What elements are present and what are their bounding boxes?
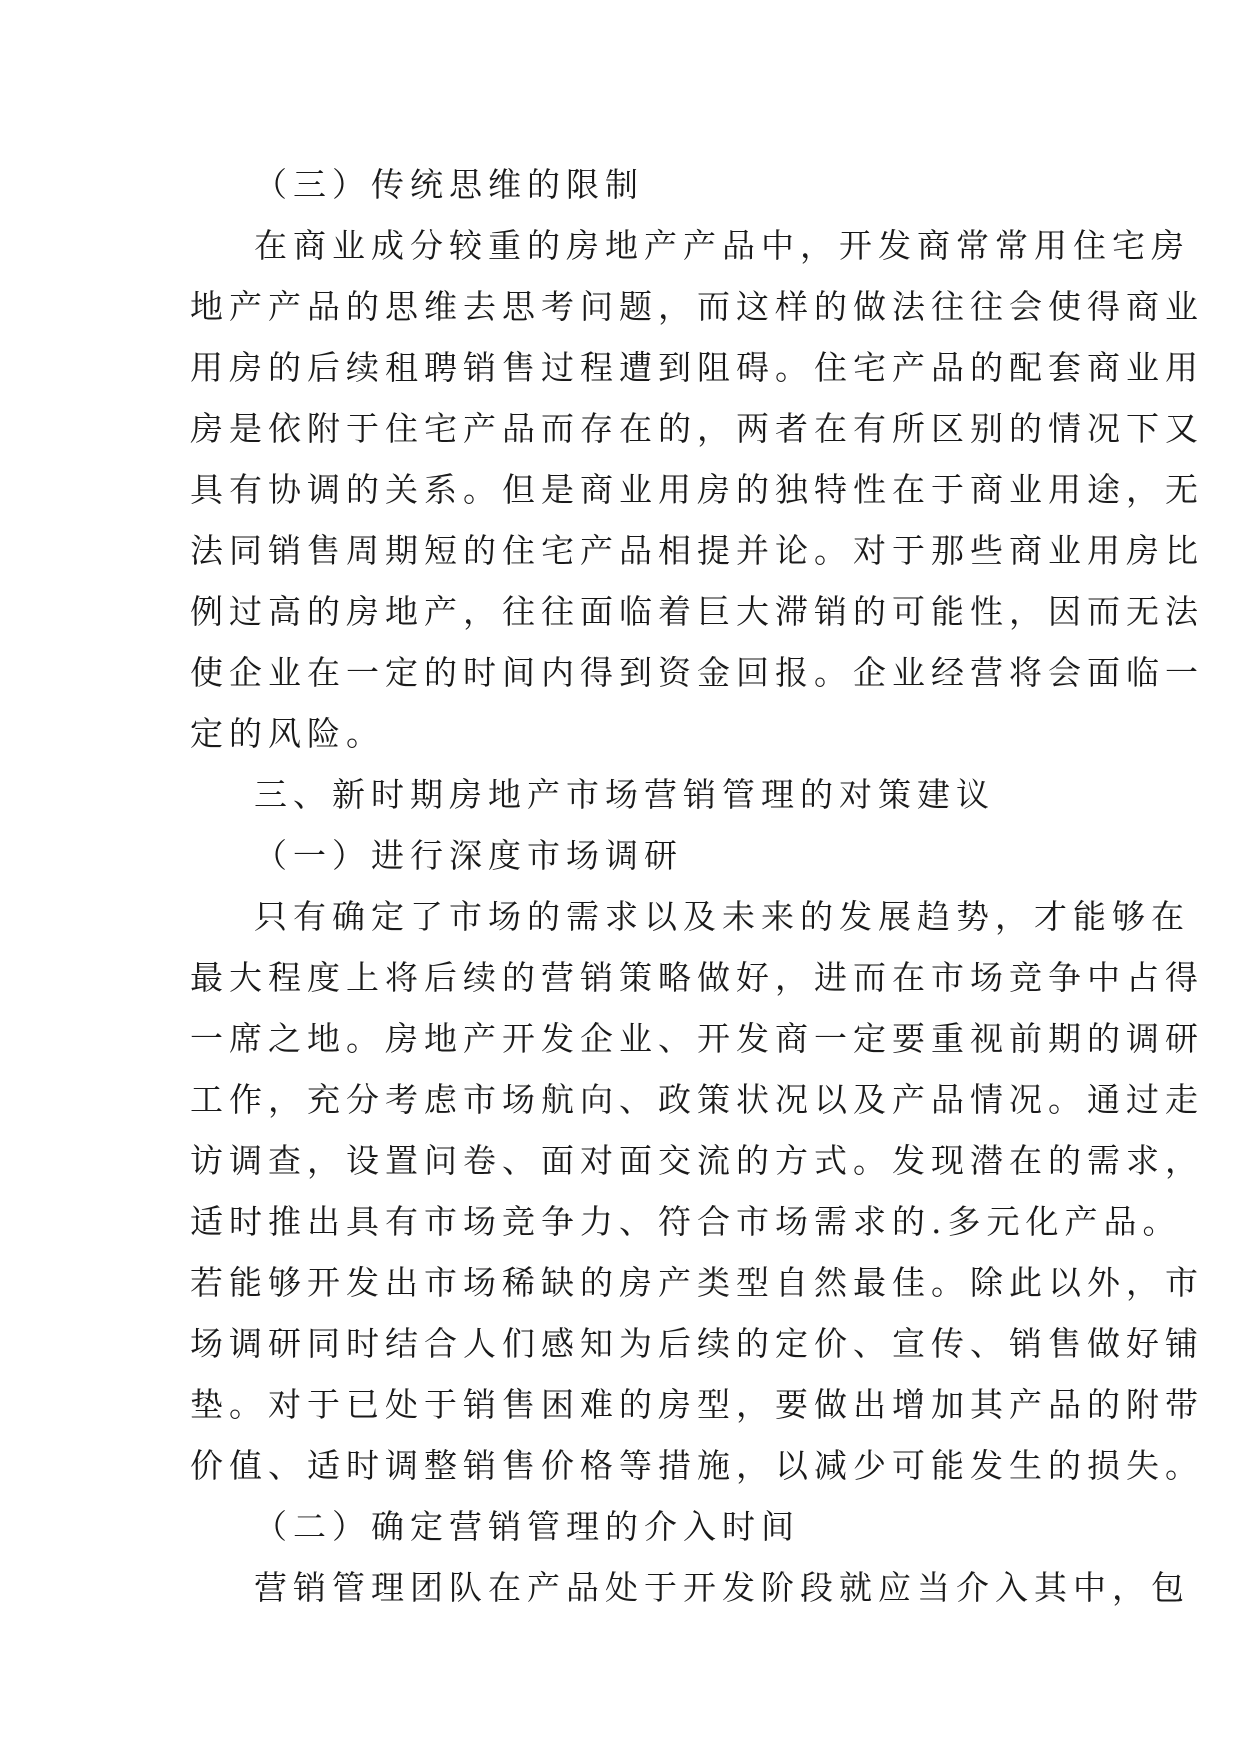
- section-heading: （三）传统思维的限制: [254, 165, 644, 204]
- paragraph-line: 房是依附于住宅产品而存在的，两者在有所区别的情况下又: [190, 409, 1204, 448]
- paragraph-line: 定的风险。: [190, 714, 385, 753]
- paragraph-line: 若能够开发出市场稀缺的房产类型自然最佳。除此以外，市: [190, 1263, 1204, 1302]
- paragraph-line: 访调查，设置问卷、面对面交流的方式。发现潜在的需求，: [190, 1141, 1204, 1180]
- paragraph-line: 场调研同时结合人们感知为后续的定价、宣传、销售做好铺: [190, 1324, 1204, 1363]
- paragraph-line: 工作，充分考虑市场航向、政策状况以及产品情况。通过走: [190, 1080, 1204, 1119]
- paragraph-line: 地产产品的思维去思考问题，而这样的做法往往会使得商业: [190, 287, 1204, 326]
- document-body: [190, 154, 1204, 1618]
- paragraph-line: 例过高的房地产，往往面临着巨大滞销的可能性，因而无法: [190, 592, 1204, 631]
- paragraph-line: 适时推出具有市场竞争力、符合市场需求的.多元化产品。: [190, 1202, 1182, 1241]
- paragraph-line: 价值、适时调整销售价格等措施，以减少可能发生的损失。: [190, 1446, 1204, 1485]
- paragraph-line: 垫。对于已处于销售困难的房型，要做出增加其产品的附带: [190, 1385, 1204, 1424]
- section-heading: （二）确定营销管理的介入时间: [254, 1507, 800, 1546]
- paragraph-line: 使企业在一定的时间内得到资金回报。企业经营将会面临一: [190, 653, 1204, 692]
- paragraph-line: 法同销售周期短的住宅产品相提并论。对于那些商业用房比: [190, 531, 1204, 570]
- paragraph-line: 用房的后续租聘销售过程遭到阻碍。住宅产品的配套商业用: [190, 348, 1204, 387]
- paragraph-line: 具有协调的关系。但是商业用房的独特性在于商业用途，无: [190, 470, 1204, 509]
- paragraph-line: 最大程度上将后续的营销策略做好，进而在市场竞争中占得: [190, 958, 1204, 997]
- paragraph-line: 营销管理团队在产品处于开发阶段就应当介入其中，包: [254, 1568, 1190, 1607]
- paragraph-line: 一席之地。房地产开发企业、开发商一定要重视前期的调研: [190, 1019, 1204, 1058]
- paragraph-line: 只有确定了市场的需求以及未来的发展趋势，才能够在: [254, 897, 1190, 936]
- paragraph-line: 在商业成分较重的房地产产品中，开发商常常用住宅房: [254, 226, 1190, 265]
- chapter-heading: 三、新时期房地产市场营销管理的对策建议: [254, 775, 995, 814]
- section-heading: （一）进行深度市场调研: [254, 836, 683, 875]
